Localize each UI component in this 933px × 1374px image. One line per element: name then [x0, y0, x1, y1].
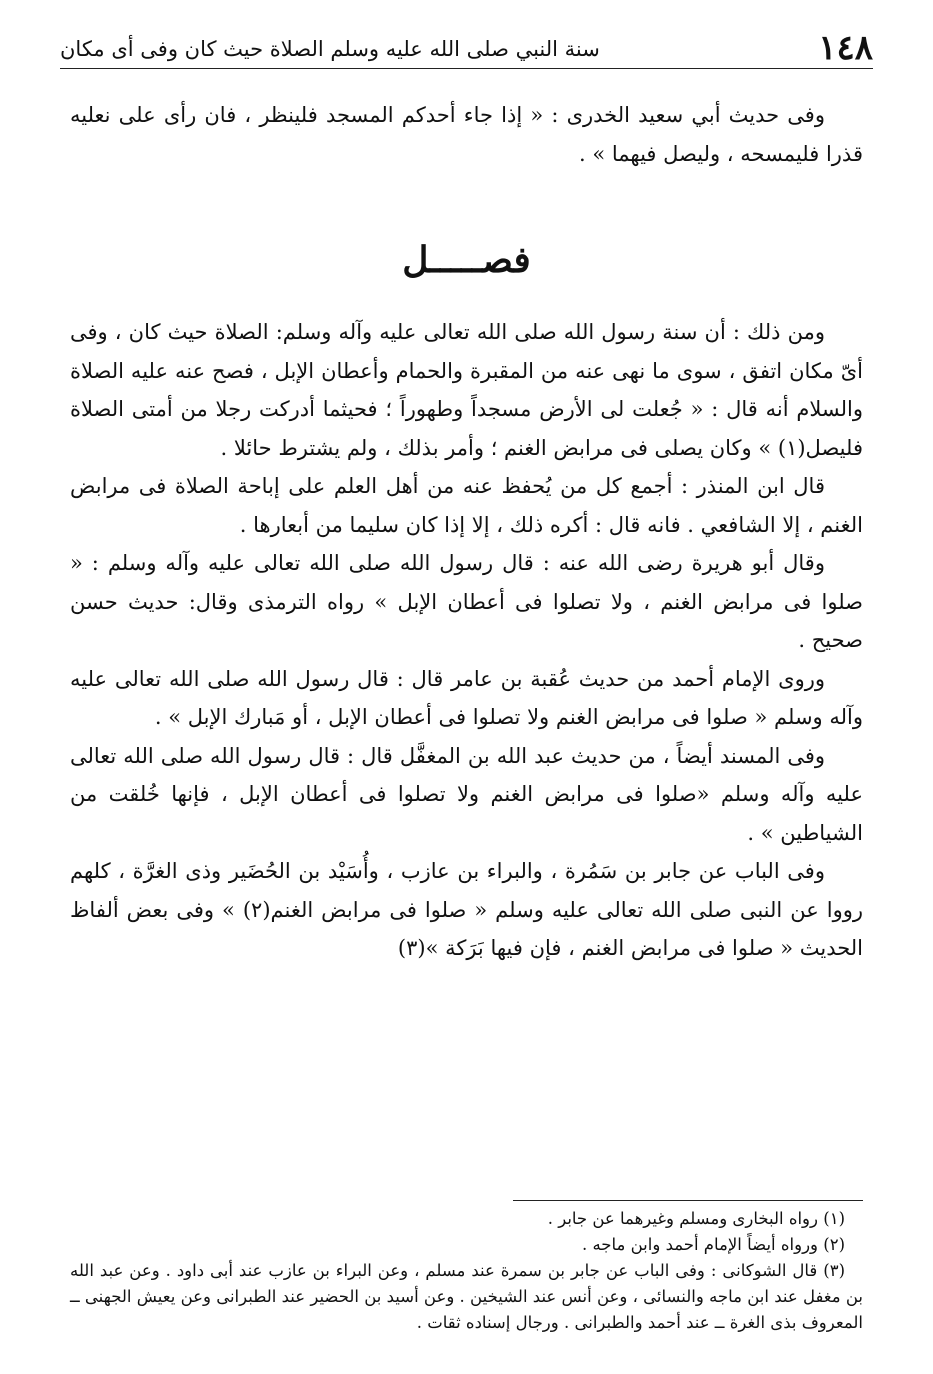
footnote: (٢) ورواه أيضاً الإمام أحمد وابن ماجه .	[581, 1235, 845, 1254]
footnote-rule	[513, 1200, 863, 1201]
paragraph: وروى الإمام أحمد من حديث عُقبة بن عامر قال : قال رسول الله صلى الله تعالى عليه وآله وسلم « صلوا فى مرابض الغنم ولا تصلوا فى أعطان الإبل ، أو مَبارك الإبل » .	[70, 666, 863, 729]
section-heading: فصـــــل	[402, 239, 531, 281]
paragraph: وفى الباب عن جابر بن سَمُرة ، والبراء بن عازب ، وأُسَيْد بن الحُضَير وذى الغرَّة ، كلهم رووا عن النبى صلى الله تعالى عليه وسلم « صلوا فى مرابض الغنم(٢) » وفى بعض ألفاظ الحديث « صلوا فى مرابض الغنم ، فإن فيها بَرَكة »(٣)	[70, 859, 863, 960]
paragraph: ومن ذلك : أن سنة رسول الله صلى الله تعالى عليه وآله وسلم: الصلاة حيث كان ، وفى أىّ مكان اتفق ، سوى ما نهى عنه من المقبرة والحمام وأعطان الإبل ، فصح عنه عليه الصلاة والسلام أنه قال : « جُعلت لى الأرض مسجداً وطهوراً ؛ فحيثما أدركت رجلا من أمتى الصلاة فليصل(١) » وكان يصلى فى مرابض الغنم ؛ وأمر بذلك ، ولم يشترط حائلا .	[70, 320, 863, 460]
footnote: (١) رواه البخارى ومسلم وغيرهما عن جابر .	[547, 1209, 845, 1228]
footnotes	[70, 1206, 863, 1336]
page-header	[60, 24, 873, 68]
paragraph: وقال أبو هريرة رضى الله عنه : قال رسول الله صلى الله تعالى عليه وآله وسلم : « صلوا فى مرابض الغنم ، ولا تصلوا فى أعطان الإبل » رواه الترمذى وقال: حديث حسن صحيح .	[70, 551, 863, 652]
page-number: ١٤٨	[818, 28, 873, 68]
running-title: سنة النبي صلى الله عليه وسلم الصلاة حيث كان وفى أى مكان	[60, 37, 600, 61]
paragraph: وفى المسند أيضاً ، من حديث عبد الله بن المغفَّل قال : قال رسول الله صلى الله تعالى عليه وآله وسلم «صلوا فى مرابض الغنم ولا تصلوا فى أعطان الإبل ، فإنها خُلقت من الشياطين » .	[70, 743, 863, 845]
footnote: (٣) قال الشوكانى : وفى الباب عن جابر بن سمرة عند مسلم ، وعن البراء بن عازب عند أبى داود . وعن عبد الله بن مغفل عند ابن ماجه والنسائى ، وعن أنس عند الشيخين . وعن أسيد بن الحضير عند الطبرانى وعن يعيش الجهنى ــ المعروف بذى الغرة ــ عند أحمد والطبرانى . ورجال إسناده ثقات .	[70, 1261, 863, 1332]
paragraph: قال ابن المنذر : أجمع كل من يُحفظ عنه من أهل العلم على إباحة الصلاة فى مرابض الغنم ، إلا الشافعي . فانه قال : أكره ذلك ، إلا إذا كان سليما من أبعارها .	[70, 474, 863, 537]
paragraph: وفى حديث أبي سعيد الخدرى : « إذا جاء أحدكم المسجد فلينظر ، فان رأى على نعليه قذرا فليمسحه ، وليصل فيهما » .	[70, 103, 863, 166]
header-rule	[60, 68, 873, 69]
main-text	[70, 96, 863, 968]
